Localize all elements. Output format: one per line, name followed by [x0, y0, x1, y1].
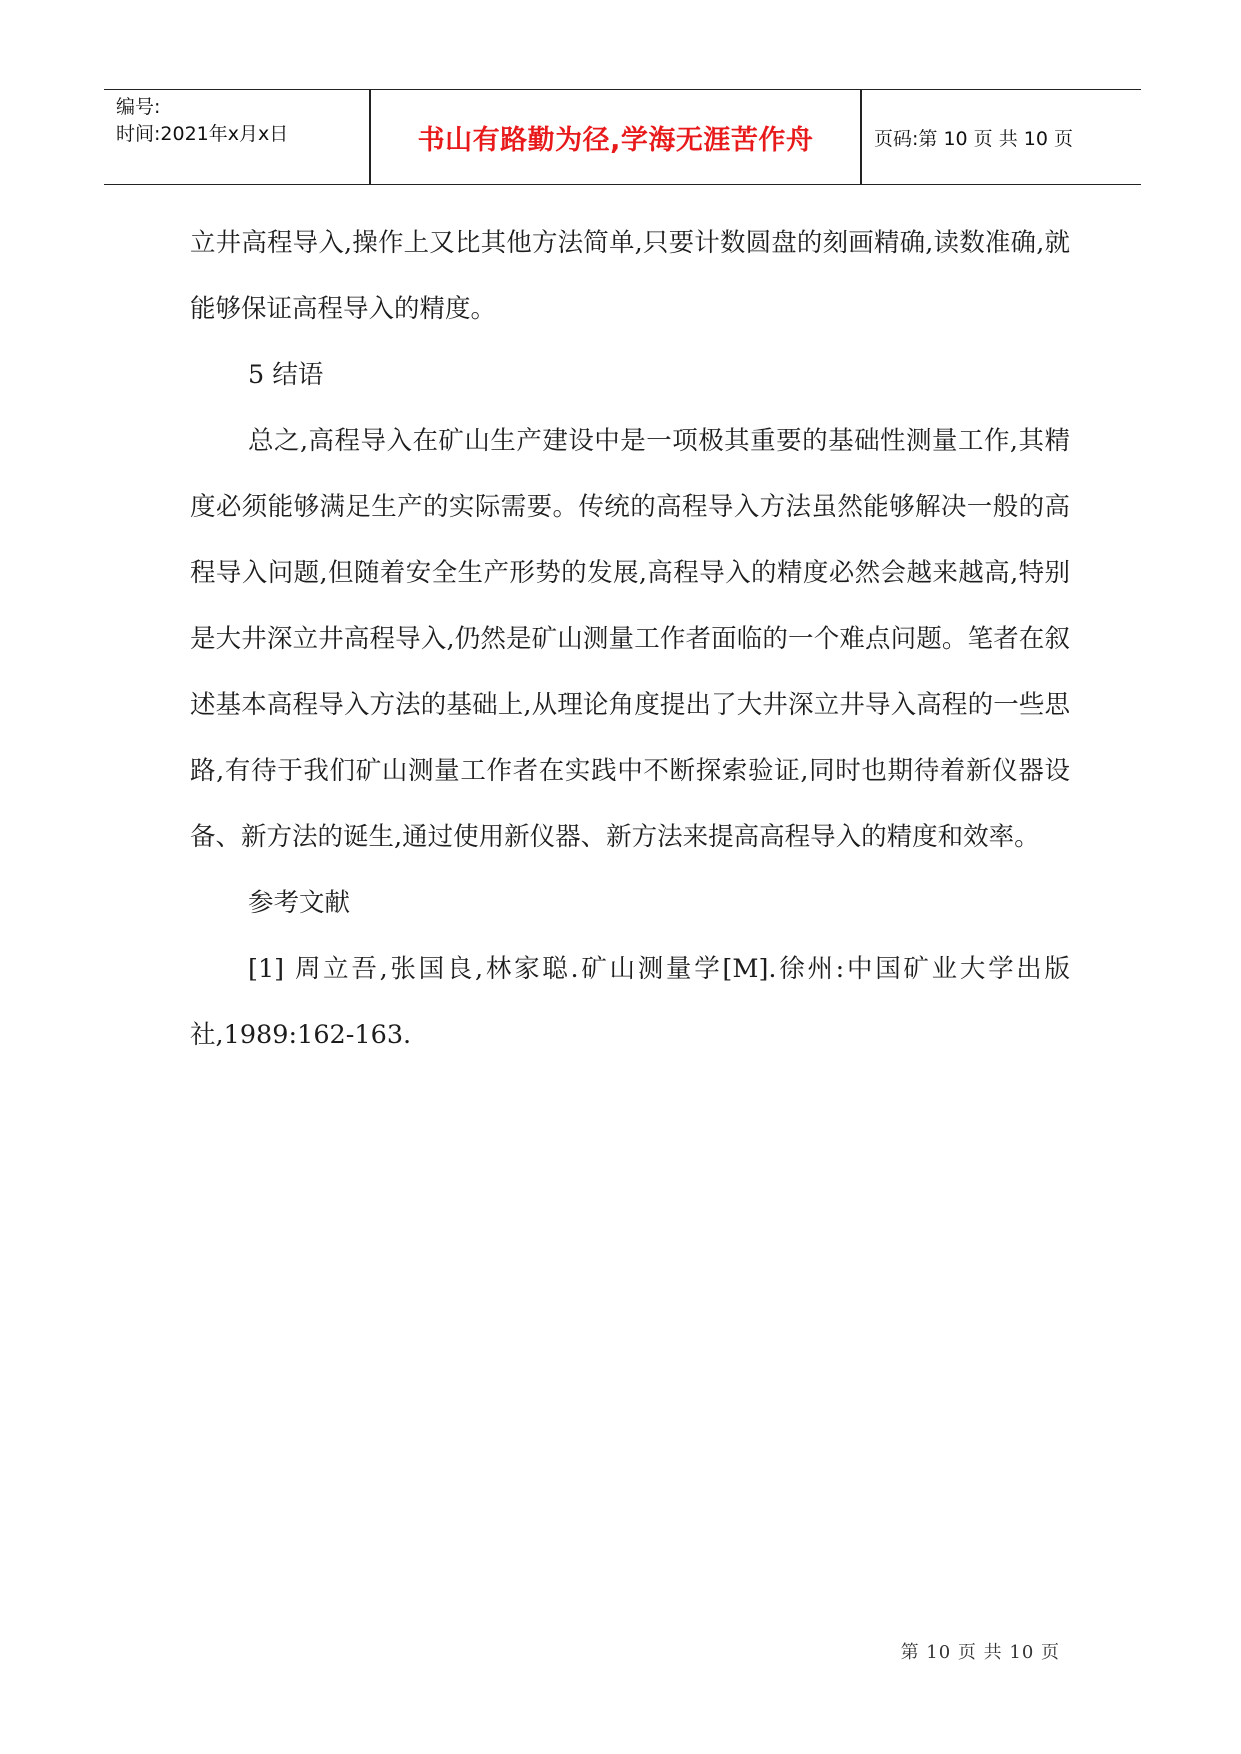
header-page-info: 页码:第 10 页 共 10 页	[874, 127, 1073, 150]
reference-item-1: [1] 周立吾,张国良,林家聪.矿山测量学[M].徐州:中国矿业大学出版社,1989:162-163.	[190, 954, 1070, 1050]
header-number-label: 编号:	[116, 96, 161, 118]
page-footer: 第 10 页 共 10 页	[900, 1642, 1060, 1663]
header-time-label: 时间:2021年x月x日	[116, 123, 289, 145]
body-paragraph-continuation: 立井高程导入,操作上又比其他方法简单,只要计数圆盘的刻画精确,读数准确,就能够保证高程导入的精度。	[190, 228, 1070, 324]
header-motto: 书山有路勤为径,学海无涯苦作舟	[417, 124, 814, 156]
header-divider-right	[860, 90, 862, 184]
section-heading-references: 参考文献	[248, 888, 351, 918]
body-paragraph-conclusion: 总之,高程导入在矿山生产建设中是一项极其重要的基础性测量工作,其精度必须能够满足生产的实际需要。传统的高程导入方法虽然能够解决一般的高程导入问题,但随着安全生产形势的发展,高程导入的精度必然会越来越高,特别是大井深立井高程导入,仍然是矿山测量工作者面临的一个难点问题。笔者在叙述基本高程导入方法的基础上,从理论角度提出了大井深立井导入高程的一些思路,有待于我们矿山测量工作者在实践中不断探索验证,同时也期待着新仪器设备、新方法的诞生,通过使用新仪器、新方法来提高高程导入的精度和效率。	[190, 426, 1070, 852]
page-header	[104, 89, 1141, 185]
document-body	[190, 210, 1070, 1068]
section-heading-conclusion: 5 结语	[248, 360, 324, 390]
header-meta	[116, 94, 361, 148]
